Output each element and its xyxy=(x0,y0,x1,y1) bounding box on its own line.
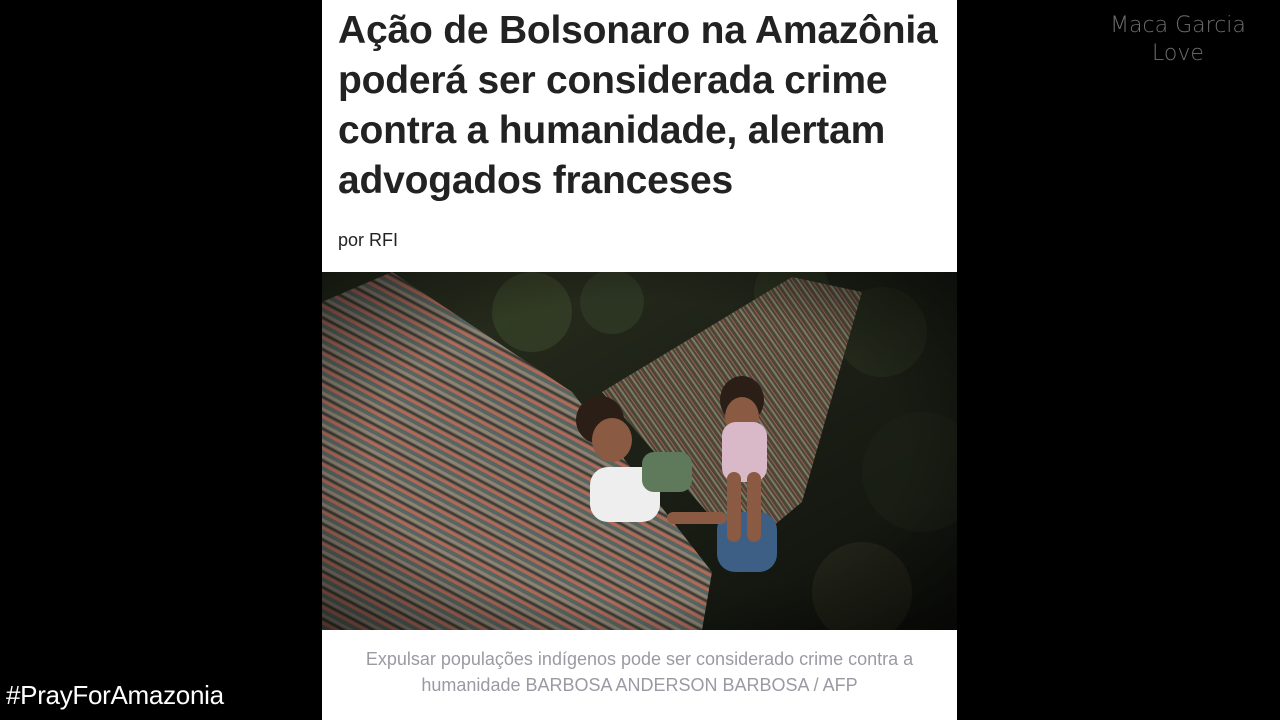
photo-caption: Expulsar populações indígenos pode ser considerado crime contra a humanidade BARBOSA ANDERSON BARBOSA / AFP xyxy=(365,649,914,695)
article-card xyxy=(322,0,957,720)
article-byline: por RFI xyxy=(338,230,399,250)
channel-watermark: Maca Garcia Love xyxy=(1110,13,1246,66)
hashtag-overlay: #PrayForAmazonia xyxy=(6,680,224,710)
article-photo xyxy=(322,272,957,630)
article-headline: Ação de Bolsonaro na Amazônia poderá ser considerada crime contra a humanidade, alertam advogados franceses xyxy=(338,9,938,202)
